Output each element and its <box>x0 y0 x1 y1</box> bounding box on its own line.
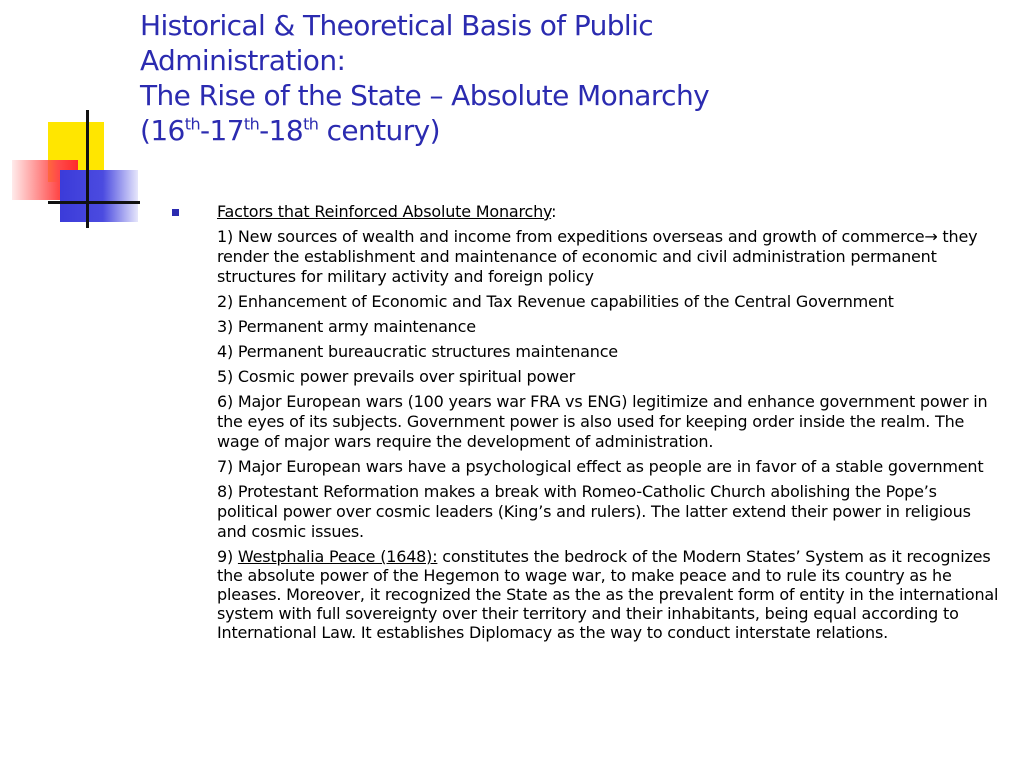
bullet-heading: Factors that Reinforced Absolute Monarchy <box>217 202 552 221</box>
title-century-17: -17 <box>199 114 244 147</box>
title-sup-1: th <box>184 114 200 134</box>
title-line-4 <box>140 113 1000 148</box>
list-item-westphalia <box>217 547 1002 642</box>
title-line-3: The Rise of the State – Absolute Monarchy <box>140 79 710 112</box>
list-item: 1) New sources of wealth and income from expeditions overseas and growth of commerce→ they render the establishment and maintenance of economic and civil administration permanent structures for military activity and foreign policy <box>217 227 978 286</box>
list-item: 2) Enhancement of Economic and Tax Revenue capabilities of the Central Government <box>217 292 894 311</box>
title-sup-2: th <box>243 114 260 134</box>
square-bullet-icon <box>172 209 179 216</box>
item9-prefix: 9) <box>217 547 238 566</box>
slide-logo-decoration <box>0 0 150 240</box>
slide-title <box>140 8 1000 148</box>
list-item: 8) Protestant Reformation makes a break with Romeo-Catholic Church abolishing the Pope’s political power over cosmic leaders (King’s and rulers). The latter extend their power in religious and cosmic issues. <box>217 482 971 541</box>
logo-blue-square <box>60 170 138 222</box>
title-line-1: Historical & Theoretical Basis of Public <box>140 9 654 42</box>
title-sup-3: th <box>303 114 319 134</box>
westphalia-peace-label: Westphalia Peace (1648): <box>237 547 438 566</box>
bullet-heading-colon: : <box>551 202 557 221</box>
list-item: 7) Major European wars have a psychological effect as people are in favor of a stable government <box>217 457 984 476</box>
title-century-open: (16 <box>140 114 185 147</box>
logo-horizontal-line <box>48 201 140 204</box>
list-item: 5) Cosmic power prevails over spiritual power <box>217 367 576 386</box>
title-century-18: -18 <box>259 114 304 147</box>
title-line-2: Administration: <box>140 44 346 77</box>
list-item: 4) Permanent bureaucratic structures maintenance <box>217 342 618 361</box>
item9-text: constitutes the bedrock of the Modern States’ System as it recognizes the absolute power of the Hegemon to wage war, to make peace and to rule its country as he pleases. Moreover, it recognized the State as the as the prevalent form of entity in the international system with full sovereignty over their territory and their inhabitants, being equal according to International Law. It establishes Diplomacy as the way to conduct interstate relations. <box>217 547 999 642</box>
bullet-heading-row <box>172 202 1002 222</box>
logo-vertical-line <box>86 110 89 228</box>
title-century-close: century) <box>318 114 440 147</box>
list-item: 6) Major European wars (100 years war FRA vs ENG) legitimize and enhance government power in the eyes of its subjects. Government power is also used for keeping order inside the realm. The wage of major wars require the development of administration. <box>217 392 988 451</box>
list-item: 3) Permanent army maintenance <box>217 317 476 336</box>
slide-body <box>172 202 1002 642</box>
